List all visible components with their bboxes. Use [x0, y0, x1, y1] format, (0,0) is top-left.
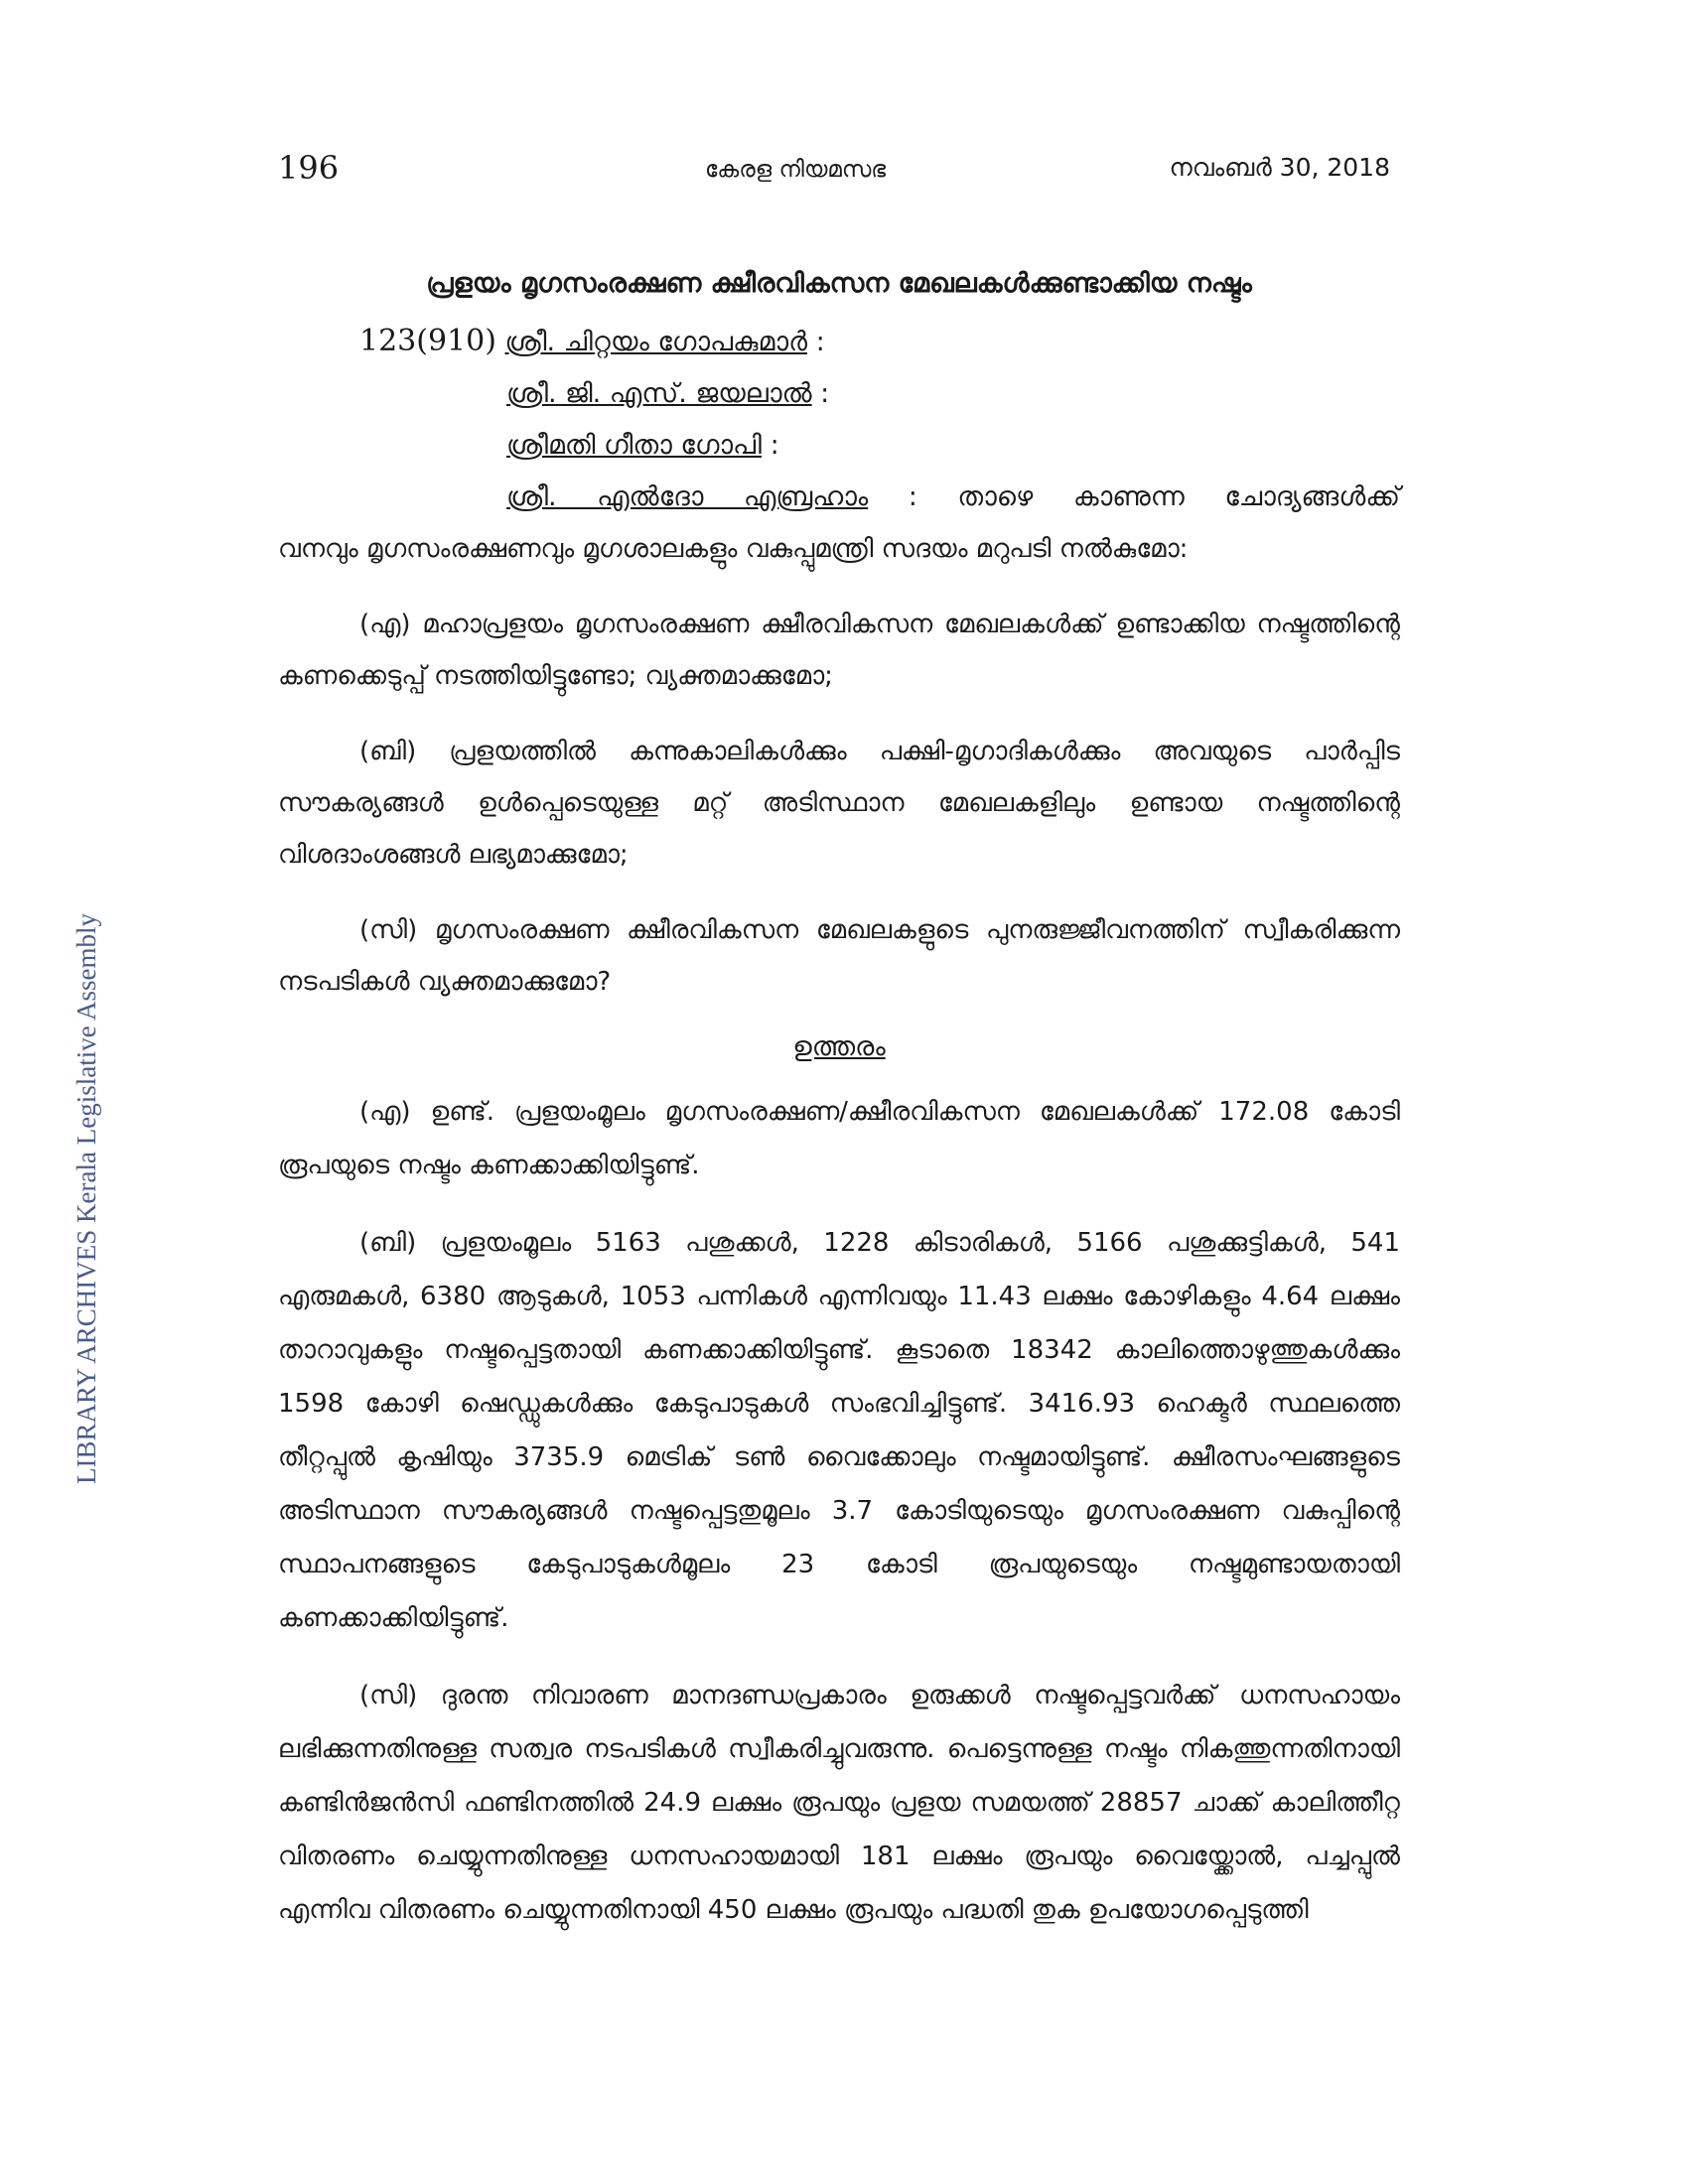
member-separator: : — [806, 327, 825, 357]
question-intro: വനവും മൃഗസംരക്ഷണവും മൃഗശാലകളും വകുപ്പുമന്ത്രി സദയം മറുപടി നൽകുമോ: — [278, 534, 1189, 564]
answer-part-a: (എ) ഉണ്ട്. പ്രളയംമൂലം മൃഗസംരക്ഷണ/ക്ഷീരവികസന മേഖലകൾക്ക് 172.08 കോടി രൂപയുടെ നഷ്ടം കണക്കാക്കിയിട്ടുണ്ട്. — [278, 1097, 1400, 1180]
archive-side-label: LIBRARY ARCHIVES Kerala Legislative Assembly — [71, 913, 101, 1484]
member-name-3: ശ്രീമതി ഗീതാ ഗോപി — [506, 430, 763, 461]
answer-part-b: (ബി) പ്രളയംമൂലം 5163 പശുക്കൾ, 1228 കിടാരികൾ, 5166 പശുക്കുട്ടികൾ, 541 എരുമകൾ, 6380 ആടുകൾ, 1053 പന്നികൾ എന്നിവയും 11.43 ലക്ഷം കോഴികളും 4.64 ലക്ഷം താറാവുകളും നഷ്ടപ്പെട്ടതായി കണക്കാക്കിയിട്ടുണ്ട്. കൂടാതെ 18342 കാലിത്തൊഴുത്തുകൾക്കും 1598 കോഴി ഷെഡ്ഡുകൾക്കും കേടുപാടുകൾ സംഭവിച്ചിട്ടുണ്ട്. 3416.93 ഹെക്ടർ സ്ഥലത്തെ തീറ്റപ്പുൽ കൃഷിയും 3735.9 മെട്രിക് ടൺ വൈക്കോലും നഷ്ടമായിട്ടുണ്ട്. ക്ഷീരസംഘങ്ങളുടെ അടിസ്ഥാന സൗകര്യങ്ങൾ നഷ്ടപ്പെട്ടതുമൂലം 3.7 കോടിയുടെയും മൃഗസംരക്ഷണ വകുപ്പിന്റെ സ്ഥാപനങ്ങളുടെ കേടുപാടുകൾമൂലം 23 കോടി രൂപയുടെയും നഷ്ടമുണ്ടായതായി കണക്കാക്കിയിട്ടുണ്ട്. — [278, 1228, 1400, 1633]
answer-part-c: (സി) ദുരന്ത നിവാരണ മാനദണ്ഡപ്രകാരം ഉരുക്കൾ നഷ്ടപ്പെട്ടവർക്ക് ധനസഹായം ലഭിക്കുന്നതിനുള്ള സത്വര നടപടികൾ സ്വീകരിച്ചുവരുന്നു. പെട്ടെന്നുള്ള നഷ്ടം നികത്തുന്നതിനായി കണ്ടിൻജൻസി ഫണ്ടിനത്തിൽ 24.9 ലക്ഷം രൂപയും പ്രളയ സമയത്ത് 28857 ചാക്ക് കാലിത്തീറ്റ വിതരണം ചെയ്യുന്നതിനുള്ള ധനസഹായമായി 181 ലക്ഷം രൂപയും വൈയ്ക്കോൽ, പച്ചപ്പുൽ എന്നിവ വിതരണം ചെയ്യുന്നതിനായി 450 ലക്ഷം രൂപയും പദ്ധതി തുക ഉപയോഗപ്പെടുത്തി — [278, 1681, 1400, 1925]
answer-heading: ഉത്തരം — [792, 1031, 886, 1062]
running-header-title: കേരള നിയമസഭ — [705, 157, 887, 183]
question-part-b: (ബി) പ്രളയത്തിൽ കന്നുകാലികൾക്കും പക്ഷി-മൃഗാദികൾക്കും അവയുടെ പാർപ്പിട സൗകര്യങ്ങൾ ഉൾപ്പെടെയുള്ള മറ്റ് അടിസ്ഥാന മേഖലകളിലും ഉണ്ടായ നഷ്ടത്തിന്റെ വിശദാംശങ്ങൾ ലഭ്യമാക്കുമോ; — [278, 737, 1400, 870]
question-member-line-2 — [278, 368, 1400, 420]
member-separator: : — [762, 430, 779, 461]
question-member-line-4 — [278, 472, 1400, 523]
question-intro-tail: : താഴെ കാണുന്ന ചോദ്യങ്ങൾക്ക് — [868, 481, 1400, 512]
member-name-4: ശ്രീ. എൽദോ എബ്രഹാം — [506, 481, 869, 512]
question-part-c: (സി) മൃഗസംരക്ഷണ ക്ഷീരവികസന മേഖലകളുടെ പുനരുജ്ജീവനത്തിന് സ്വീകരിക്കുന്ന നടപടികൾ വ്യക്തമാക്കുമോ? — [278, 915, 1400, 997]
header-date: നവംബർ 30, 2018 — [1169, 153, 1390, 182]
document-body — [278, 268, 1400, 1961]
member-separator: : — [811, 378, 830, 409]
question-number: 123(910) — [359, 324, 496, 358]
member-name-2: ശ്രീ. ജി. എസ്. ജയലാൽ — [506, 378, 812, 409]
member-name-1: ശ്രീ. ചിറ്റയം ഗോപകുമാർ — [504, 327, 807, 357]
question-title: പ്രളയം മൃഗസംരക്ഷണ ക്ഷീരവികസന മേഖലകൾക്കുണ്ടാക്കിയ നഷ്ടം — [426, 268, 1252, 299]
page-number: 196 — [278, 149, 340, 187]
page-header — [278, 149, 1390, 199]
question-member-line-3 — [278, 420, 1400, 472]
question-member-line-1 — [278, 316, 1400, 368]
question-part-a: (എ) മഹാപ്രളയം മൃഗസംരക്ഷണ ക്ഷീരവികസന മേഖലകൾക്ക് ഉണ്ടാക്കിയ നഷ്ടത്തിന്റെ കണക്കെടുപ്പ് നടത്തിയിട്ടുണ്ടോ; വ്യക്തമാക്കുമോ; — [278, 610, 1400, 691]
